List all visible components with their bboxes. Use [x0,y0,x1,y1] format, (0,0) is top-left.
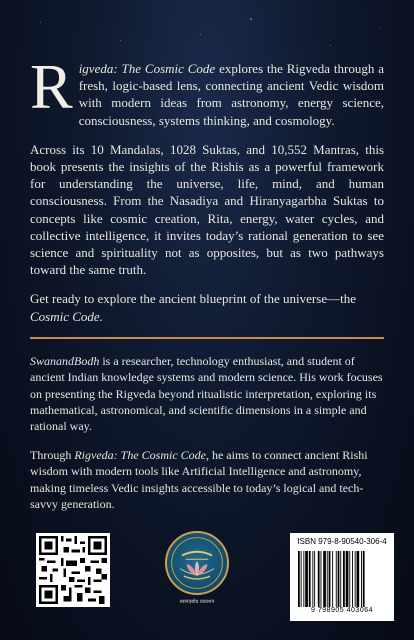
bottom-section [0,528,414,628]
author-name: SwanandBodh [30,353,100,368]
bio-prefix: Through [30,447,75,462]
closing-text: Get ready to explore the ancient blueprint of the universe—the [30,291,356,307]
bio-paragraph-2 [30,447,384,513]
qr-code[interactable] [36,533,110,607]
closing-paragraph [30,290,384,324]
bio-text-2: , he aims to connect ancient Rishi wisdom with modern tools like Artificial Intelligence and astronomy, making timeless Vedic insights accessible to today’s logical and tech-savvy generation. [30,447,368,512]
description-paragraph: Across its 10 Mandalas, 1028 Suktas, and 10,552 Mantras, this book presents the insights of the Rishis as a powerful framework for understanding the universe, life, mind, and human consciousness. From the Nasadiya and Hiranyagarbha Suktas to concepts like cosmic creation, Rita, energy, water cycles, and collective intelligence, it invites today’s rational generation to see science and spirituality not as opposites, but as two pathways toward the same truth. [30,141,384,278]
lotus-emblem-icon [165,531,229,595]
book-title-italic: igveda: The Cosmic Code [78,61,216,76]
bio-text-1: is a researcher, technology enthusiast, and student of ancient Indian knowledge systems and modern science. His work focuses on presenting the Rigveda beyond ritualistic interpretation, exploring its mathematical, astronomical, and scientific dimensions in a simple and rational way. [30,353,383,434]
logo-caption: स्वानंदबोध प्रकाशन [179,599,215,605]
author-bio [30,353,384,513]
publisher-logo [163,531,231,615]
qr-code-icon [39,536,107,604]
barcode-number: 9 798905 403064 [311,607,373,614]
bio-book-title: Rigveda: The Cosmic Code [74,447,206,462]
barcode-icon [296,551,388,607]
back-cover-text [30,51,385,513]
bio-paragraph-1 [30,353,384,435]
intro-paragraph [30,51,385,129]
isbn-label: ISBN 979-8-90540-306-4 [297,537,387,546]
drop-cap: R [30,51,73,122]
intro-body: explores the Rigveda through a fresh, logic-based lens, connecting ancient Vedic wisdom with modern ideas from astronomy, energy science, consciousness, systems thinking, and cosmology. [78,61,385,128]
divider-line [30,337,384,339]
isbn-barcode [290,533,394,621]
closing-italic: Cosmic Code. [30,308,103,324]
